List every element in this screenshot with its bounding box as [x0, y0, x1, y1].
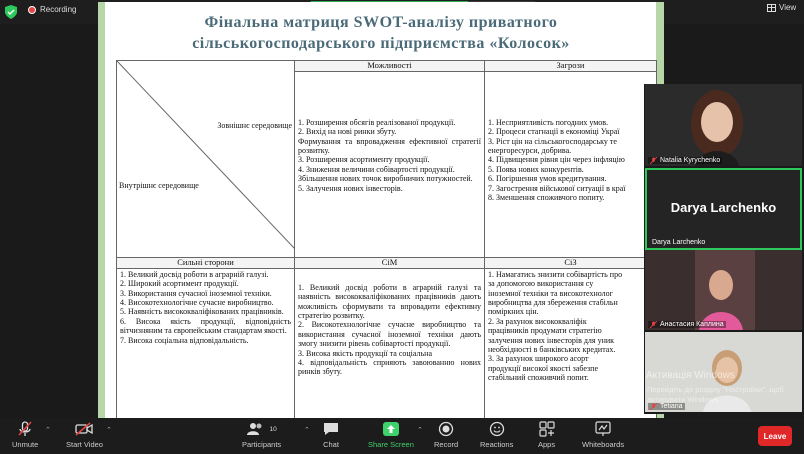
participant-name-tag: [648, 157, 722, 164]
st-item: 1. Намагатись знизити собівартість про: [488, 270, 623, 279]
participant-name-tag: [650, 239, 707, 246]
threat-item: енергоресурси, добрива.: [488, 146, 572, 156]
strengths-header: Сильні сторони: [117, 258, 295, 269]
view-label: View: [779, 3, 797, 12]
windows-activation-line: Перейдіть до розділу "Настройки", щоб: [647, 385, 784, 394]
record-dot-icon: [28, 6, 36, 14]
view-button[interactable]: [767, 3, 796, 12]
reactions-label: Reactions: [480, 440, 514, 449]
windows-activation-title: Активація Windows: [646, 370, 735, 381]
record-icon: [438, 421, 454, 437]
strength-item: 6. Висока якість продукції, відповідність вітчизняним та європейським стандартам якості.: [120, 316, 291, 336]
st-item: необхідності в банківських кредитах.: [488, 344, 616, 354]
opportunity-item: Збільшення нових точок виробничих потужностей.: [298, 174, 473, 184]
share-options-caret-icon[interactable]: ⌃: [417, 427, 423, 434]
strength-item: 7. Висока соціальна відповідальність.: [120, 335, 249, 345]
st-item: стабільний споживчий попит.: [488, 372, 589, 382]
st-item: залучення нових інвесторів для уник: [488, 335, 615, 345]
threat-item: 2. Процеси стагнації в економіці Украї: [488, 127, 620, 137]
threat-item: 7. Загострення військової ситуації в краї: [488, 183, 626, 193]
slide-title-line1: Фінальна матриця SWOT-аналізу приватного: [204, 14, 558, 31]
share-screen-button[interactable]: [368, 421, 414, 449]
participant-tile[interactable]: [645, 84, 802, 166]
strength-item: 4. Високотехнологічне сучасне виробництво.: [120, 298, 274, 308]
threat-item: 5. Поява нових конкурентів.: [488, 164, 584, 174]
whiteboards-label: Whiteboards: [582, 440, 625, 449]
participant-name: Анастасия Каплина: [660, 321, 724, 328]
video-off-icon: [75, 422, 93, 436]
threat-item: 3. Ріст цін на сільськогосподарську те: [488, 136, 617, 146]
whiteboard-icon: [595, 421, 611, 437]
windows-activation-text: [647, 385, 784, 405]
security-shield-icon[interactable]: [5, 5, 17, 19]
participant-name: Tetiana: [660, 403, 683, 410]
diagonal-line: [117, 61, 295, 249]
threat-item: 6. Погіршення умов кредитування.: [488, 174, 607, 184]
st-item: за допомогою використання су: [488, 279, 594, 289]
mic-muted-icon: [650, 321, 657, 328]
unmute-button[interactable]: [12, 421, 38, 449]
threats-header: Загрози: [485, 61, 657, 72]
participant-photo: [645, 250, 802, 330]
opportunities-header: Можливості: [295, 61, 485, 72]
so-item: 2. Високотехнологічне сучасне виробництво та використання сучасної іноземної техніки дають змогу знизити рівень собівартості продукції.: [298, 320, 481, 349]
st-item: працівників продумати стратегію: [488, 326, 602, 336]
record-button[interactable]: [434, 421, 458, 449]
strength-item: 3. Використання сучасної іноземної техніки.: [120, 288, 272, 298]
participants-button[interactable]: [242, 421, 281, 449]
unmute-label: Unmute: [12, 440, 39, 449]
record-label: Record: [434, 440, 459, 449]
meeting-toolbar: [0, 418, 804, 454]
threats-cell: [485, 72, 657, 258]
so-cell: [295, 269, 485, 419]
st-item: продукції високої якості забезпе: [488, 363, 598, 373]
st-header: СіЗ: [485, 258, 657, 269]
chat-label: Chat: [323, 440, 339, 449]
opportunity-item: 1. Розширення обсягів реалізованої продукції.: [298, 118, 456, 127]
opportunity-item: Формування та впровадження ефективної стратегії розвитку.: [298, 136, 481, 156]
diagonal-header-cell: [117, 61, 295, 258]
opportunity-item: 5. Залучення нових інвесторів.: [298, 183, 403, 193]
audio-options-caret-icon[interactable]: ⌃: [45, 427, 51, 434]
threat-item: 8. Зменшення споживчого попиту.: [488, 192, 605, 202]
so-item: 1. Великий досвід роботи в аграрній галузі та наявність висококваліфікованих працівників дають можливість сформувати та впровадити ефективну стратегію розвитку.: [298, 283, 481, 321]
participant-video-panel: [644, 84, 804, 414]
participant-photo: [645, 84, 802, 166]
threat-item: 4. Підвищення рівня цін через інфляцію: [488, 155, 625, 165]
slide-title-line2: сільськогосподарського підприємства «Колосок»: [192, 35, 570, 52]
grid-view-icon: [767, 4, 776, 12]
opportunities-cell: [295, 72, 485, 258]
mic-muted-icon: [17, 421, 33, 437]
recording-indicator[interactable]: [28, 5, 76, 14]
start-video-label: Start Video: [66, 440, 103, 449]
participant-name: Darya Larchenko: [652, 239, 706, 246]
participants-label: Participants: [242, 440, 282, 449]
active-speaker-tile[interactable]: [645, 168, 802, 250]
recording-label: Recording: [40, 5, 77, 14]
share-screen-label: Share Screen: [368, 440, 414, 449]
slide-left-decoration: [98, 2, 105, 418]
strength-item: 5. Наявність висококваліфікованих працівників.: [120, 307, 284, 317]
strength-item: 1. Великий досвід роботи в аграрній галузі.: [120, 270, 269, 279]
swot-matrix-table: [116, 60, 657, 418]
so-header: СіМ: [295, 258, 485, 269]
apps-button[interactable]: [538, 421, 555, 449]
st-item: 2. За рахунок висококваліфік: [488, 316, 587, 326]
participant-name: Natalia Kyrychenko: [660, 157, 721, 164]
participants-options-caret-icon[interactable]: ⌃: [304, 427, 310, 434]
mic-muted-icon: [650, 157, 657, 164]
so-item: 4. відповідальність сприяють завоюванню нових ринків збуту.: [298, 357, 481, 377]
shared-screen-slide: [98, 2, 664, 418]
st-item: виробництва для збереження стабільн: [488, 298, 618, 308]
participant-name-tag: [648, 321, 726, 328]
st-item: іноземної техніки та високотехнолог: [488, 288, 613, 298]
strengths-cell: [117, 269, 295, 419]
apps-label: Apps: [538, 440, 556, 449]
windows-activation-line: активувати Windows.: [647, 394, 720, 404]
opportunity-item: 2. Вихід на нові ринки збуту.: [298, 127, 397, 137]
st-item: поміркних цін.: [488, 307, 539, 317]
so-item: 3. Висока якість продукції та соціальна: [298, 348, 432, 358]
speaker-big-name: Darya Larchenko: [670, 200, 777, 215]
participant-tile[interactable]: [645, 250, 802, 330]
reactions-button[interactable]: [480, 421, 513, 449]
chat-icon: [323, 422, 339, 436]
st-item: 3. За рахунок широкого асорт: [488, 354, 589, 364]
strength-item: 2. Широкий асортимент продукції.: [120, 279, 239, 289]
leave-button[interactable]: Leave: [758, 426, 792, 446]
opportunity-item: 4. Зниження величини собівартості продукції.: [298, 164, 455, 174]
opportunity-item: 3. Розширення асортименту продукції.: [298, 155, 430, 165]
whiteboards-button[interactable]: [582, 421, 624, 449]
internal-environment-label: Внутрішнє середовище: [119, 181, 199, 190]
apps-icon: [539, 421, 555, 437]
share-screen-icon: [383, 422, 399, 436]
st-cell: [485, 269, 657, 419]
reactions-icon: [489, 421, 505, 437]
participants-count: 10: [269, 425, 277, 433]
participants-icon: [246, 422, 268, 436]
threat-item: 1. Несприятливість погодних умов.: [488, 118, 609, 127]
external-environment-label: Зовнішнє середовище: [217, 121, 292, 130]
video-options-caret-icon[interactable]: ⌃: [106, 427, 112, 434]
start-video-button[interactable]: [66, 421, 103, 449]
chat-button[interactable]: [323, 421, 339, 449]
